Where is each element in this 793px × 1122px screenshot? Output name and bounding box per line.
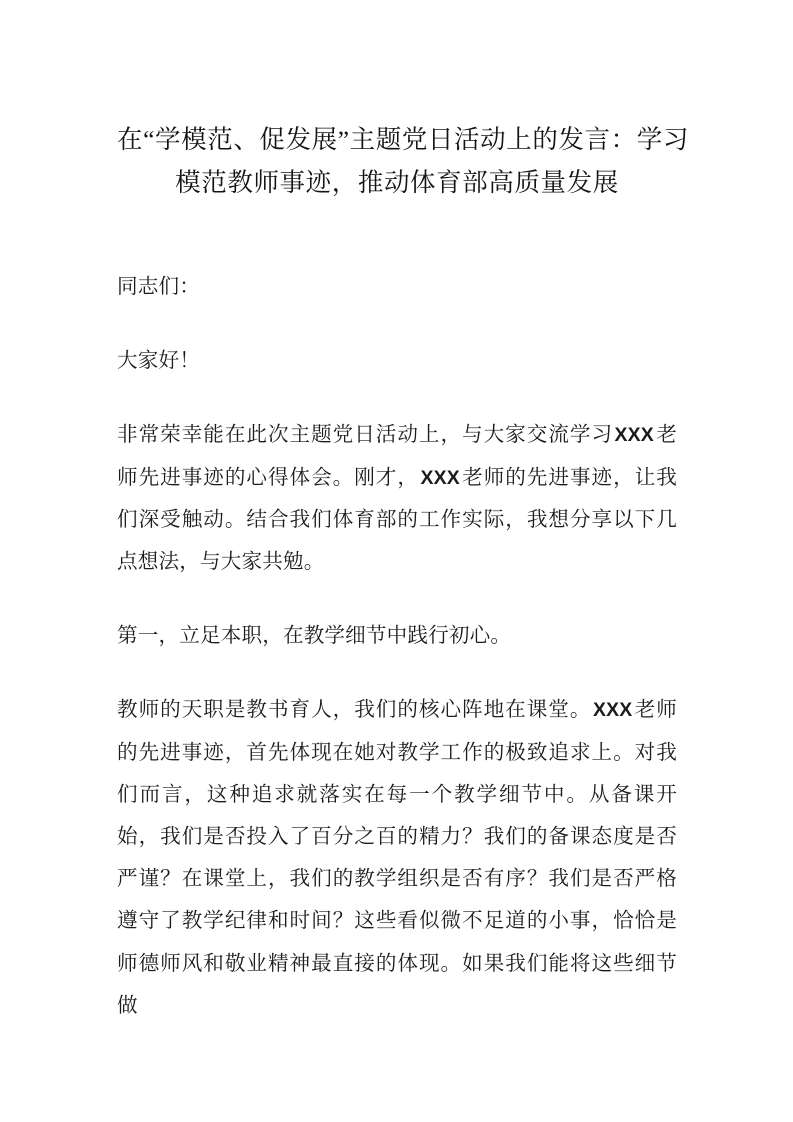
text-run: 大家好！ [117,350,200,373]
paragraph-opening [117,414,677,583]
text-run: 老师的先进事迹，首先体现在她对教学工作的极致追求上。对我们而言，这种追求就落实在每一个教学细节中。从备课开始，我们是否投入了百分之百的精力？我们的备课态度是否严谨？在课堂上，我们的教学组织是否有序？我们是否严格遵守了教学纪律和时间？这些看似微不足道的小事，恰恰是师德师风和敬业精神最直接的体现。如果我们能将这些细节做 [117,699,677,1017]
text-run: 第一，立足本职，在教学细节中践行初心。 [117,625,512,648]
page-title-line-2: 模范教师事迹，推动体育部高质量发展 [175,168,619,197]
page-title-line-1: 在“学模范、促发展”主题党日活动上的发言：学习 [117,125,689,154]
paragraph-section-one-body [117,689,677,1027]
paragraph-heading-one [117,615,677,657]
paragraph-greeting [117,340,677,382]
text-run: 老师的先进事迹，让我们深受触动。结合我们体育部的工作实际，我想分享以下几点想法，与大家共勉。 [117,466,678,574]
name-placeholder: XXX [614,424,654,447]
name-placeholder: XXX [420,466,460,489]
page-title [117,118,689,204]
text-run: 同志们： [117,276,200,298]
text-run: 非常荣幸能在此次主题党日活动上，与大家交流学习 [117,424,614,447]
paragraph-salutation [117,266,677,308]
text-run: 教师的天职是教书育人，我们的核心阵地在课堂。 [117,699,592,722]
document-body [117,266,677,1027]
name-placeholder: XXX [592,699,633,722]
text-run: 老师先进事迹的心得体会。刚才， [117,424,678,489]
